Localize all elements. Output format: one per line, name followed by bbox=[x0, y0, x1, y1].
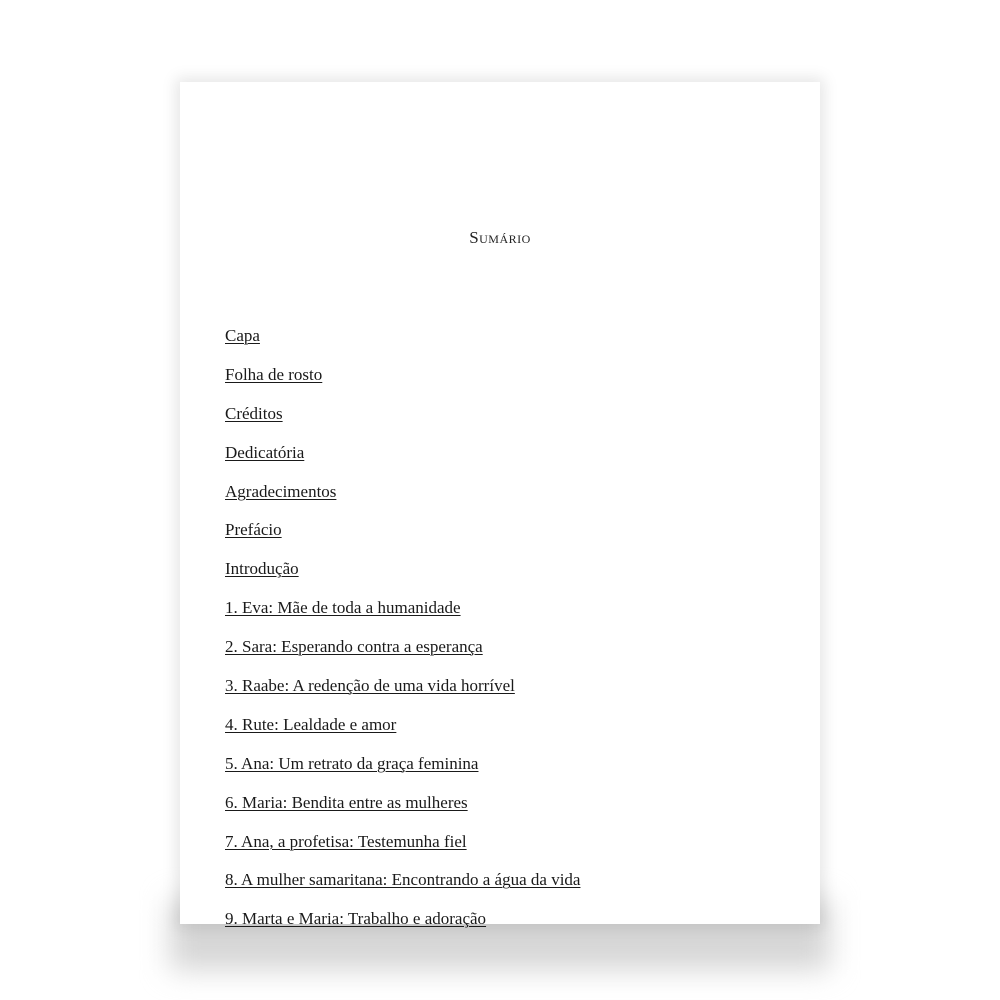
list-item bbox=[225, 907, 580, 946]
list-item bbox=[225, 713, 580, 752]
toc-link-dedicatoria[interactable]: Dedicatória bbox=[225, 442, 305, 462]
list-item bbox=[225, 324, 580, 363]
table-of-contents bbox=[225, 324, 580, 946]
list-item bbox=[225, 480, 580, 519]
list-item bbox=[225, 635, 580, 674]
list-item bbox=[225, 791, 580, 830]
toc-link-prefacio[interactable]: Prefácio bbox=[225, 520, 282, 540]
list-item bbox=[225, 402, 580, 441]
list-item bbox=[225, 557, 580, 596]
toc-link-chapter-2[interactable]: 2. Sara: Esperando contra a esperança bbox=[225, 637, 483, 657]
toc-link-capa[interactable]: Capa bbox=[225, 326, 260, 345]
list-item bbox=[225, 868, 580, 907]
list-item bbox=[225, 830, 580, 869]
list-item bbox=[225, 596, 580, 635]
page-title: Sumário bbox=[469, 228, 531, 247]
toc-link-chapter-6[interactable]: 6. Maria: Bendita entre as mulheres bbox=[225, 792, 468, 812]
list-item bbox=[225, 441, 580, 480]
toc-link-agradecimentos[interactable]: Agradecimentos bbox=[225, 481, 337, 501]
list-item bbox=[225, 752, 580, 791]
toc-link-chapter-1[interactable]: 1. Eva: Mãe de toda a humanidade bbox=[225, 598, 461, 618]
toc-link-chapter-9[interactable]: 9. Marta e Maria: Trabalho e adoração bbox=[225, 909, 487, 929]
list-item bbox=[225, 674, 580, 713]
list-item bbox=[225, 518, 580, 557]
toc-link-chapter-5[interactable]: 5. Ana: Um retrato da graça feminina bbox=[225, 753, 479, 773]
list-item bbox=[225, 363, 580, 402]
toc-link-creditos[interactable]: Créditos bbox=[225, 403, 283, 423]
document-page bbox=[180, 82, 820, 929]
toc-link-chapter-7[interactable]: 7. Ana, a profetisa: Testemunha fiel bbox=[225, 831, 467, 851]
toc-link-chapter-3[interactable]: 3. Raabe: A redenção de uma vida horrível bbox=[225, 676, 515, 696]
toc-link-introducao[interactable]: Introdução bbox=[225, 559, 299, 579]
toc-link-folha-de-rosto[interactable]: Folha de rosto bbox=[225, 364, 323, 384]
toc-link-chapter-4[interactable]: 4. Rute: Lealdade e amor bbox=[225, 714, 397, 734]
toc-link-chapter-8[interactable]: 8. A mulher samaritana: Encontrando a água da vida bbox=[225, 870, 581, 890]
